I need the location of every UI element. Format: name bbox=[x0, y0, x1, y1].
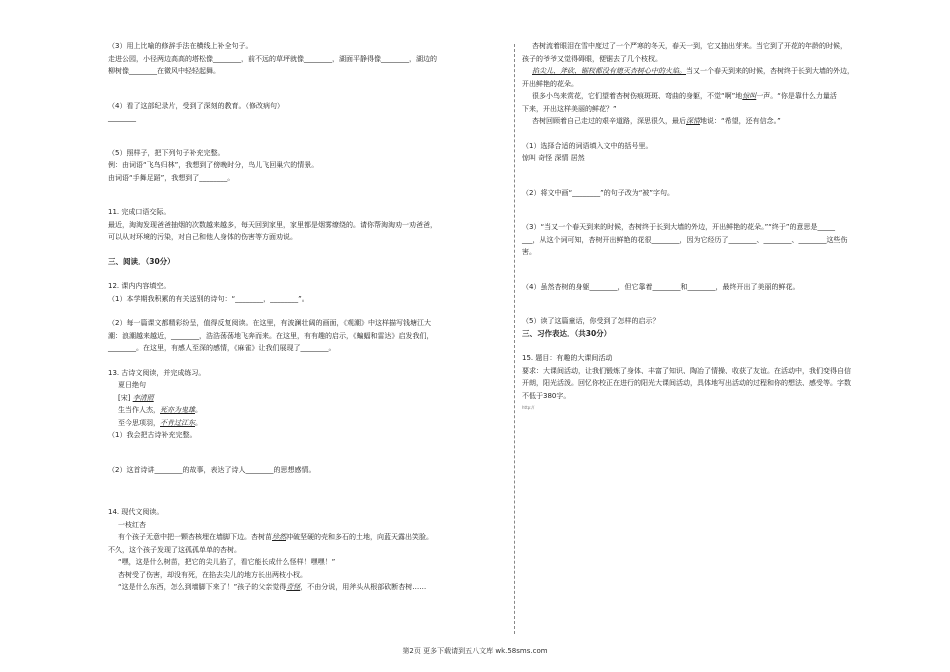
story-p1-text: 有个孩子无意中把一颗杏核埋在墙脚下边。杏树苗 bbox=[118, 533, 272, 541]
story-paragraph-1 bbox=[108, 531, 508, 544]
story-p1-rest: 冲破坚硬的壳和多石的土地，向蓝天露出笑脸。 bbox=[286, 533, 433, 541]
story-right-p7-word: 深情 bbox=[686, 117, 700, 125]
q13-part2: （2）这首诗讲________的故事，表达了诗人________的思想感情。 bbox=[108, 465, 316, 474]
q12-label: 12. 课内内容填空。 bbox=[108, 282, 171, 290]
poem-line2-suffix: 。 bbox=[195, 418, 202, 427]
story-paragraph-5 bbox=[108, 581, 508, 594]
section-reading-title: 三、阅读．（30分） bbox=[108, 256, 175, 266]
poem-line2-prefix: 至今思项羽， bbox=[118, 418, 160, 427]
poem-line1-answer: 死亦为鬼雄 bbox=[160, 406, 195, 414]
q15-line3: 不低于380字。 bbox=[522, 391, 571, 400]
right-column bbox=[522, 40, 920, 415]
q12-part1: （1）本学期我积累的有关送别的诗句：“________，________”。 bbox=[108, 294, 309, 303]
q3-label: （3）用上比喻的修辞手法在横线上补全句子。 bbox=[108, 42, 253, 50]
poem-line1-prefix: 生当作人杰， bbox=[118, 406, 160, 414]
poem-title: 夏日绝句 bbox=[118, 381, 146, 389]
story-paragraph-3: “嘿，这是什么树苗，把它的尖儿掐了，看它能长成什么怪样！嘿嘿！” bbox=[118, 558, 336, 566]
poem-line1 bbox=[108, 404, 508, 417]
story-right-p2: 孩子的爷爷又觉得碍眼，便锯去了几个枝杈。 bbox=[522, 54, 662, 63]
poem-line1-suffix: 。 bbox=[195, 406, 202, 414]
story-right-p5-word: 惊叫 bbox=[742, 92, 757, 100]
underlined-sentence: 掐尖儿、斧砍、锯杈都没有熄灭杏树心中的火焰。 bbox=[532, 67, 686, 75]
story-right-p5 bbox=[522, 90, 920, 103]
story-right-p7 bbox=[522, 115, 920, 128]
section-writing-title: 三、习作表达．（共30分） bbox=[522, 328, 612, 338]
column-divider bbox=[514, 44, 515, 634]
q12-part2-line2: 潮：浪潮越来越近，________，浩浩荡荡地飞奔而来。在这里，有有趣的启示，《蝙蝠和雷达》启发我们， bbox=[108, 331, 434, 340]
q13-label: 13. 古诗文阅读，并完成练习。 bbox=[108, 368, 206, 377]
poem-line2 bbox=[108, 417, 508, 430]
right-q2: （2）将文中画“________”的句子改为“被”字句。 bbox=[522, 188, 674, 197]
right-q1-word-bank: 惊叫 奇怪 深情 居然 bbox=[522, 154, 585, 162]
story-p5-word: 奇怪 bbox=[286, 583, 301, 591]
q5-line: 由词语“手舞足蹈”，我想到了________。 bbox=[108, 173, 235, 182]
q12-part2-line1: （2）每一篇课文都精彩纷呈，值得反复阅读。在这里，有波澜壮阔的画面，《观潮》中这样描写钱塘江大 bbox=[108, 319, 431, 327]
q15-line2: 开朗，阳光活泼。回忆你校正在进行的阳光大课间活动，具体地写出活动的过程和你的想法、感受等。字数 bbox=[522, 379, 851, 387]
story-title: 一枝红杏 bbox=[118, 520, 146, 529]
story-right-p4: 开出鲜艳的花朵。 bbox=[522, 79, 578, 88]
q5-label: （5）照样子，把下列句子补充完整。 bbox=[108, 148, 225, 157]
story-right-p6: 下来，开出这样美丽的鲜花？” bbox=[522, 104, 617, 113]
story-right-p5-b: 一声。“你是靠什么力量活 bbox=[756, 92, 837, 100]
poem-line2-answer: 不肯过江东 bbox=[160, 418, 195, 427]
q15-line1: 要求：大课间活动，让我们锻炼了身体、丰富了知识、陶冶了情操、收获了友谊。在活动中，我们变得自信 bbox=[522, 366, 851, 375]
page-footer: 第2页 更多下载请到五八文库 wk.58sms.com bbox=[402, 647, 548, 655]
q11-line2: 可以从对环境的污染，对自己和他人身体的伤害等方面劝说。 bbox=[108, 233, 297, 241]
story-paragraph-4: 杏树受了伤害，却没有死，在掐去尖儿的地方长出两枝小杈。 bbox=[118, 570, 307, 579]
tiny-mark: http:// bbox=[522, 405, 535, 410]
story-paragraph-2: 不久，这个孩子发现了这孤孤单单的杏树。 bbox=[108, 545, 241, 554]
q4-answer-blank: ________ bbox=[108, 114, 136, 122]
q4-label: （4）看了这部纪录片，受到了深刻的教育。（修改病句） bbox=[108, 101, 284, 110]
right-q3-line1: （3）“当又一个春天到来的时候，杏树终于长到大墙的外边，开出鲜艳的花朵。”“终于”的意思是_____ bbox=[522, 223, 835, 231]
q15-title: 15. 题目：有趣的大课间活动 bbox=[522, 354, 613, 362]
q3-line2: 柳树像________在微风中轻轻起舞。 bbox=[108, 67, 220, 75]
story-right-p7-b: 地说：“希望，还有信念。” bbox=[700, 117, 781, 125]
story-right-p7-a: 杏树回顾着自己走过的艰辛道路，深思很久，最后 bbox=[532, 117, 686, 125]
right-q5: （5）读了这篇童话，你受到了怎样的启示？ bbox=[522, 317, 660, 325]
q11-label: 11. 完成口语交际。 bbox=[108, 208, 171, 216]
right-q3-line3: 害。 bbox=[522, 248, 536, 256]
q12-part2-line3: ________。在这里，有感人至深的感情，《麻雀》让我们展现了________。 bbox=[108, 344, 336, 352]
story-p1-word: 珍然 bbox=[272, 533, 286, 541]
story-right-p1: 杏树流着眼泪在雪中度过了一个严寒的冬天，春天一到，它又抽出芽来。当它到了开花的年龄的时候， bbox=[532, 42, 847, 50]
left-column bbox=[108, 40, 508, 594]
story-right-p5-a: 很多小鸟来赏花，它们望着杏树伤痕斑斑、弯曲的身躯，不觉“啊”地 bbox=[532, 92, 743, 100]
right-q3-line2: ___，从这个词可知，杏树开出鲜艳的花很________，因为它经历了________、________、________这些伤 bbox=[522, 235, 848, 244]
poem-dynasty: [宋] bbox=[118, 393, 133, 402]
q5-example: 例：由词语“飞鸟归林”，我想到了傍晚时分，鸟儿飞回巢穴的情景。 bbox=[108, 161, 319, 169]
poem-author: 李清照 bbox=[132, 393, 154, 402]
q13-part1: （1）我会把古诗补充完整。 bbox=[108, 431, 197, 439]
right-q4: （4）虽然杏树的身躯________，但它靠着________和________，最终开出了美丽的鲜花。 bbox=[522, 282, 800, 291]
q11-line1: 最近，淘淘发现爸爸抽烟的次数越来越多，每天回到家里，家里都是烟雾缭绕的。请你帮淘淘劝一劝爸爸， bbox=[108, 220, 437, 229]
story-right-p3 bbox=[522, 65, 920, 78]
story-p5-a: “这是什么东西，怎么到墙脚下来了！”孩子的父亲觉得 bbox=[118, 583, 287, 591]
right-q1: （1）选择合适的词语填入文中的括号里。 bbox=[522, 141, 653, 150]
story-p5-b: ，不由分说，用斧头从根部砍断杏树…… bbox=[300, 583, 427, 591]
q3-line1: 走进公园，小径两边高高的塔松像________，前不远的草坪就像________，湖面平静得像________，湖边的 bbox=[108, 54, 437, 63]
story-right-p3-rest: 当又一个春天到来的时候，杏树终于长到大墙的外边， bbox=[686, 67, 854, 75]
poem-author-line bbox=[108, 392, 508, 405]
q14-label: 14. 现代文阅读。 bbox=[108, 508, 164, 516]
